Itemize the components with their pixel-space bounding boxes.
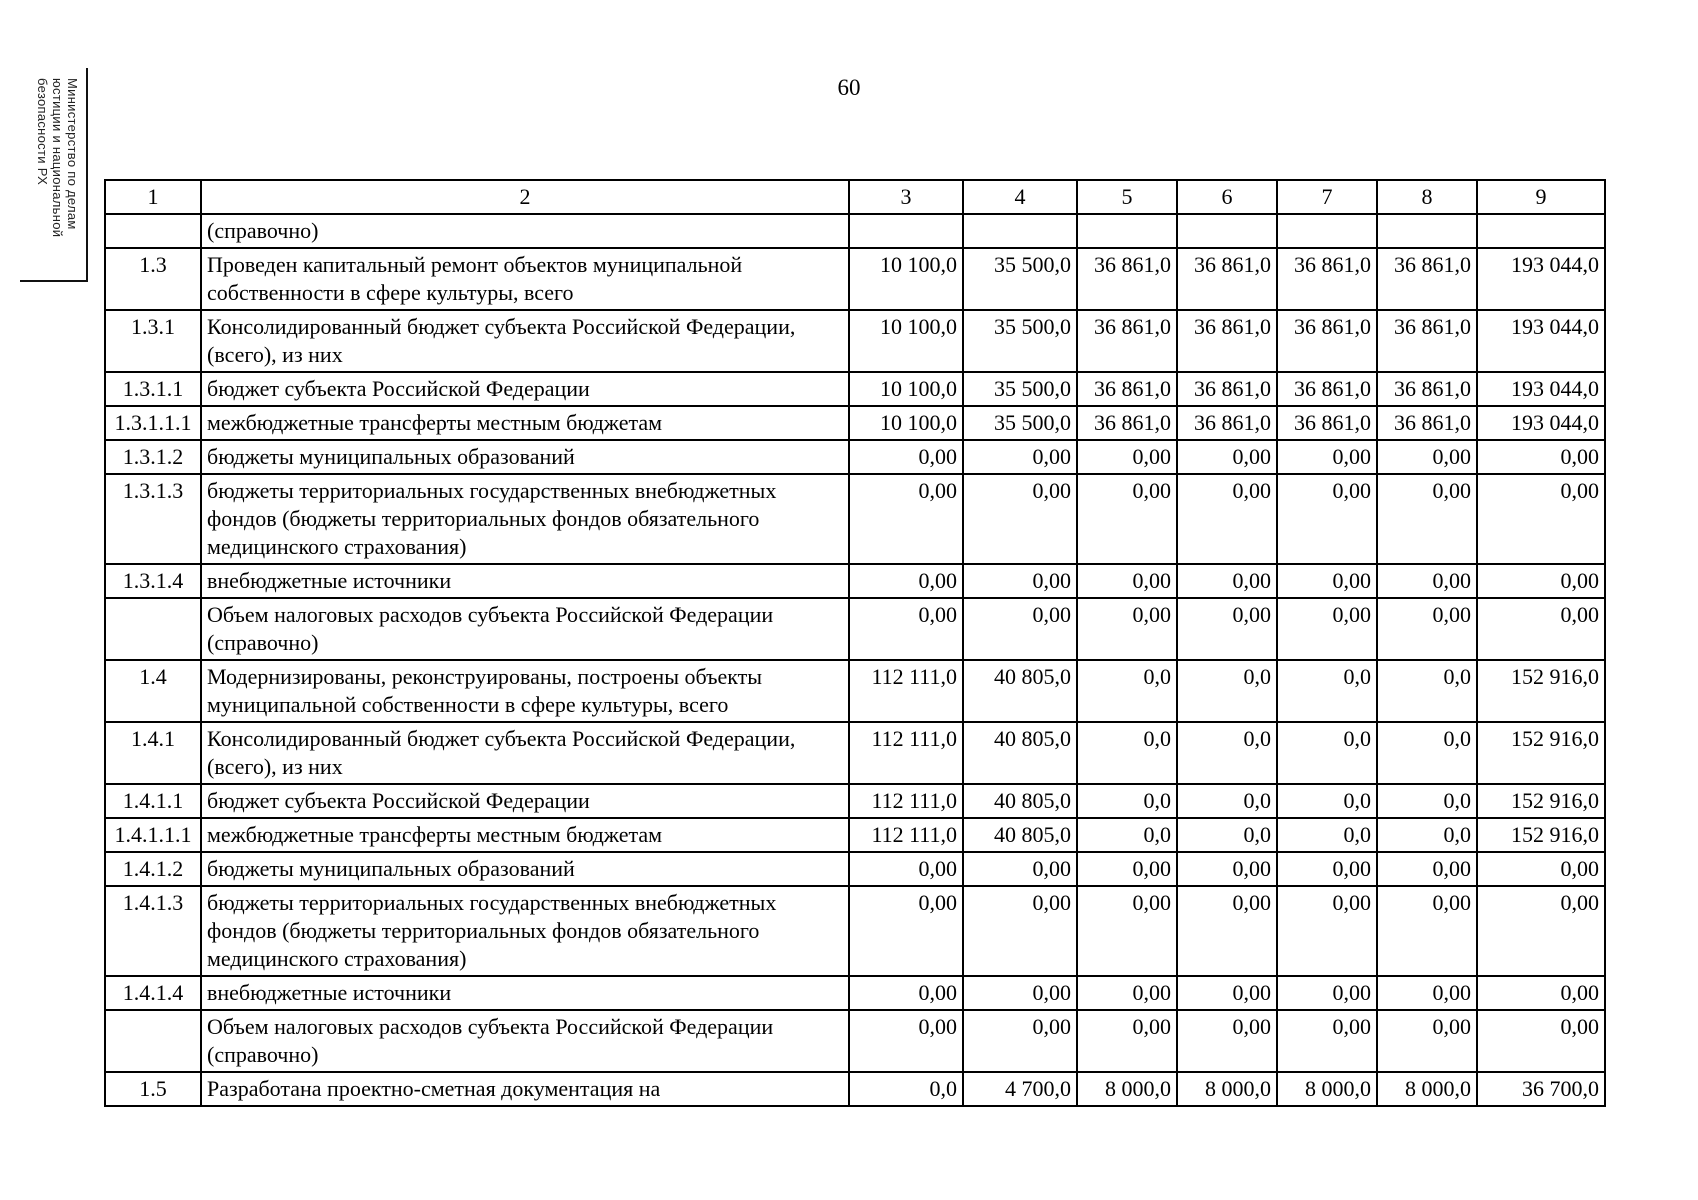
table-row — [105, 406, 1605, 440]
row-value-col-4: 0,00 — [963, 1010, 1077, 1072]
row-value-col-5 — [1077, 214, 1177, 248]
row-name: Консолидированный бюджет субъекта Российской Федерации, (всего), из них — [201, 722, 849, 784]
row-value-col-6: 36 861,0 — [1177, 248, 1277, 310]
row-value-col-8: 0,00 — [1377, 564, 1477, 598]
row-value-col-4: 35 500,0 — [963, 248, 1077, 310]
row-name: бюджеты муниципальных образований — [201, 852, 849, 886]
table-row — [105, 372, 1605, 406]
row-value-col-3: 0,00 — [849, 852, 963, 886]
row-value-col-7: 8 000,0 — [1277, 1072, 1377, 1106]
row-value-col-8: 0,00 — [1377, 852, 1477, 886]
table-row — [105, 564, 1605, 598]
row-value-col-7: 0,00 — [1277, 598, 1377, 660]
row-value-col-7: 36 861,0 — [1277, 248, 1377, 310]
row-value-col-4: 4 700,0 — [963, 1072, 1077, 1106]
row-value-col-8: 0,00 — [1377, 440, 1477, 474]
row-value-col-5: 36 861,0 — [1077, 406, 1177, 440]
column-header: 3 — [849, 180, 963, 214]
row-value-col-9: 0,00 — [1477, 976, 1605, 1010]
table-header-row — [105, 180, 1605, 214]
row-value-col-6: 0,0 — [1177, 784, 1277, 818]
row-name: бюджеты муниципальных образований — [201, 440, 849, 474]
row-value-col-3: 0,00 — [849, 1010, 963, 1072]
row-value-col-9: 0,00 — [1477, 886, 1605, 976]
row-value-col-4: 0,00 — [963, 886, 1077, 976]
row-value-col-8: 36 861,0 — [1377, 248, 1477, 310]
row-value-col-3: 10 100,0 — [849, 248, 963, 310]
column-header: 1 — [105, 180, 201, 214]
row-value-col-5: 0,0 — [1077, 784, 1177, 818]
row-value-col-5: 0,00 — [1077, 474, 1177, 564]
row-code: 1.3.1.2 — [105, 440, 201, 474]
row-value-col-3: 112 111,0 — [849, 722, 963, 784]
row-value-col-9: 193 044,0 — [1477, 372, 1605, 406]
row-value-col-7 — [1277, 214, 1377, 248]
row-name: бюджеты территориальных государственных внебюджетных фондов (бюджеты территориальных фондов обязательного медицинского страхования) — [201, 474, 849, 564]
row-value-col-7: 36 861,0 — [1277, 406, 1377, 440]
row-value-col-9: 0,00 — [1477, 852, 1605, 886]
table-row — [105, 598, 1605, 660]
row-value-col-9: 152 916,0 — [1477, 722, 1605, 784]
row-code: 1.3 — [105, 248, 201, 310]
column-header: 4 — [963, 180, 1077, 214]
row-name: межбюджетные трансферты местным бюджетам — [201, 406, 849, 440]
row-name: Объем налоговых расходов субъекта Российской Федерации (справочно) — [201, 1010, 849, 1072]
row-code: 1.3.1.3 — [105, 474, 201, 564]
table-row — [105, 660, 1605, 722]
column-header: 8 — [1377, 180, 1477, 214]
row-value-col-6: 0,00 — [1177, 886, 1277, 976]
row-value-col-7: 0,00 — [1277, 1010, 1377, 1072]
row-value-col-6: 0,00 — [1177, 976, 1277, 1010]
row-value-col-9: 0,00 — [1477, 474, 1605, 564]
row-value-col-8: 36 861,0 — [1377, 372, 1477, 406]
row-value-col-8 — [1377, 214, 1477, 248]
row-value-col-5: 36 861,0 — [1077, 248, 1177, 310]
row-value-col-3: 112 111,0 — [849, 784, 963, 818]
row-value-col-3: 112 111,0 — [849, 818, 963, 852]
row-value-col-4: 0,00 — [963, 440, 1077, 474]
row-value-col-9: 193 044,0 — [1477, 248, 1605, 310]
row-value-col-3: 10 100,0 — [849, 310, 963, 372]
table-row — [105, 886, 1605, 976]
row-value-col-5: 0,0 — [1077, 660, 1177, 722]
row-value-col-6: 36 861,0 — [1177, 310, 1277, 372]
row-value-col-5: 0,00 — [1077, 976, 1177, 1010]
table-row — [105, 310, 1605, 372]
row-value-col-5: 0,0 — [1077, 818, 1177, 852]
table-row — [105, 976, 1605, 1010]
row-code: 1.3.1.1.1 — [105, 406, 201, 440]
row-name: бюджет субъекта Российской Федерации — [201, 784, 849, 818]
table-row — [105, 1072, 1605, 1106]
row-code: 1.4 — [105, 660, 201, 722]
row-value-col-8: 0,00 — [1377, 598, 1477, 660]
row-value-col-5: 0,0 — [1077, 722, 1177, 784]
row-value-col-5: 0,00 — [1077, 440, 1177, 474]
row-value-col-6 — [1177, 214, 1277, 248]
row-value-col-5: 8 000,0 — [1077, 1072, 1177, 1106]
row-value-col-7: 0,00 — [1277, 852, 1377, 886]
row-value-col-3: 10 100,0 — [849, 372, 963, 406]
row-value-col-6: 0,0 — [1177, 660, 1277, 722]
table-row — [105, 852, 1605, 886]
table-row — [105, 1010, 1605, 1072]
row-value-col-6: 0,00 — [1177, 1010, 1277, 1072]
row-value-col-7: 0,0 — [1277, 784, 1377, 818]
row-value-col-4: 35 500,0 — [963, 372, 1077, 406]
row-name: межбюджетные трансферты местным бюджетам — [201, 818, 849, 852]
table-row — [105, 722, 1605, 784]
row-value-col-4: 35 500,0 — [963, 310, 1077, 372]
row-value-col-3 — [849, 214, 963, 248]
row-code: 1.4.1.1.1 — [105, 818, 201, 852]
row-value-col-8: 0,00 — [1377, 1010, 1477, 1072]
column-header: 2 — [201, 180, 849, 214]
row-value-col-8: 0,00 — [1377, 976, 1477, 1010]
column-header: 9 — [1477, 180, 1605, 214]
row-value-col-6: 0,00 — [1177, 564, 1277, 598]
row-value-col-6: 0,00 — [1177, 598, 1277, 660]
budget-table — [104, 179, 1606, 1107]
row-value-col-9: 152 916,0 — [1477, 660, 1605, 722]
row-value-col-7: 0,00 — [1277, 564, 1377, 598]
row-name: бюджет субъекта Российской Федерации — [201, 372, 849, 406]
row-code: 1.3.1.1 — [105, 372, 201, 406]
row-code: 1.4.1 — [105, 722, 201, 784]
row-value-col-7: 0,00 — [1277, 886, 1377, 976]
row-value-col-3: 0,00 — [849, 976, 963, 1010]
row-value-col-9: 152 916,0 — [1477, 784, 1605, 818]
row-value-col-6: 0,00 — [1177, 852, 1277, 886]
row-value-col-6: 8 000,0 — [1177, 1072, 1277, 1106]
row-value-col-9: 152 916,0 — [1477, 818, 1605, 852]
row-value-col-4: 0,00 — [963, 474, 1077, 564]
row-code: 1.5 — [105, 1072, 201, 1106]
row-value-col-5: 36 861,0 — [1077, 372, 1177, 406]
row-value-col-8: 0,0 — [1377, 784, 1477, 818]
row-value-col-7: 0,0 — [1277, 722, 1377, 784]
row-value-col-3: 0,0 — [849, 1072, 963, 1106]
table-row — [105, 474, 1605, 564]
table-row — [105, 818, 1605, 852]
column-header: 6 — [1177, 180, 1277, 214]
row-value-col-7: 0,0 — [1277, 818, 1377, 852]
row-value-col-9: 193 044,0 — [1477, 310, 1605, 372]
row-name: бюджеты территориальных государственных внебюджетных фондов (бюджеты территориальных фондов обязательного медицинского страхования) — [201, 886, 849, 976]
row-value-col-6: 0,00 — [1177, 474, 1277, 564]
row-code: 1.4.1.3 — [105, 886, 201, 976]
row-value-col-9: 0,00 — [1477, 1010, 1605, 1072]
row-value-col-4: 0,00 — [963, 564, 1077, 598]
row-value-col-7: 0,00 — [1277, 474, 1377, 564]
stamp-line: безопасности РХ — [35, 78, 50, 186]
row-value-col-8: 0,0 — [1377, 818, 1477, 852]
row-value-col-7: 36 861,0 — [1277, 372, 1377, 406]
row-value-col-8: 0,00 — [1377, 474, 1477, 564]
row-value-col-8: 36 861,0 — [1377, 310, 1477, 372]
row-value-col-4: 40 805,0 — [963, 784, 1077, 818]
stamp-line: юстиции и национальной — [50, 78, 65, 238]
row-code: 1.3.1 — [105, 310, 201, 372]
row-value-col-3: 0,00 — [849, 474, 963, 564]
row-value-col-8: 8 000,0 — [1377, 1072, 1477, 1106]
row-value-col-7: 0,00 — [1277, 440, 1377, 474]
row-value-col-7: 36 861,0 — [1277, 310, 1377, 372]
row-value-col-8: 0,00 — [1377, 886, 1477, 976]
row-value-col-6: 36 861,0 — [1177, 372, 1277, 406]
stamp-line: Министерство по делам — [65, 78, 80, 230]
table-row — [105, 214, 1605, 248]
column-header: 5 — [1077, 180, 1177, 214]
row-value-col-4: 40 805,0 — [963, 722, 1077, 784]
row-value-col-5: 0,00 — [1077, 1010, 1177, 1072]
row-code — [105, 598, 201, 660]
row-value-col-5: 36 861,0 — [1077, 310, 1177, 372]
row-code: 1.4.1.4 — [105, 976, 201, 1010]
row-value-col-3: 0,00 — [849, 440, 963, 474]
row-value-col-8: 0,0 — [1377, 660, 1477, 722]
row-value-col-3: 0,00 — [849, 886, 963, 976]
row-value-col-4 — [963, 214, 1077, 248]
row-name: Проведен капитальный ремонт объектов муниципальной собственности в сфере культуры, всего — [201, 248, 849, 310]
row-value-col-6: 0,00 — [1177, 440, 1277, 474]
row-value-col-5: 0,00 — [1077, 598, 1177, 660]
row-value-col-4: 0,00 — [963, 976, 1077, 1010]
row-value-col-9: 0,00 — [1477, 440, 1605, 474]
row-value-col-4: 35 500,0 — [963, 406, 1077, 440]
row-code — [105, 214, 201, 248]
row-code: 1.3.1.4 — [105, 564, 201, 598]
row-value-col-4: 0,00 — [963, 598, 1077, 660]
row-value-col-9: 193 044,0 — [1477, 406, 1605, 440]
row-name: внебюджетные источники — [201, 564, 849, 598]
row-value-col-7: 0,00 — [1277, 976, 1377, 1010]
row-name: Разработана проектно-сметная документация на — [201, 1072, 849, 1106]
row-value-col-3: 0,00 — [849, 564, 963, 598]
row-value-col-3: 0,00 — [849, 598, 963, 660]
row-value-col-5: 0,00 — [1077, 852, 1177, 886]
row-code: 1.4.1.2 — [105, 852, 201, 886]
row-value-col-4: 40 805,0 — [963, 818, 1077, 852]
row-code: 1.4.1.1 — [105, 784, 201, 818]
row-name: (справочно) — [201, 214, 849, 248]
row-value-col-8: 36 861,0 — [1377, 406, 1477, 440]
row-value-col-6: 36 861,0 — [1177, 406, 1277, 440]
row-value-col-4: 40 805,0 — [963, 660, 1077, 722]
row-name: Консолидированный бюджет субъекта Российской Федерации, (всего), из них — [201, 310, 849, 372]
row-value-col-9 — [1477, 214, 1605, 248]
registration-stamp — [20, 68, 88, 282]
row-value-col-5: 0,00 — [1077, 564, 1177, 598]
row-value-col-3: 10 100,0 — [849, 406, 963, 440]
table-row — [105, 248, 1605, 310]
row-value-col-9: 36 700,0 — [1477, 1072, 1605, 1106]
page-number: 60 — [837, 75, 861, 100]
table-row — [105, 440, 1605, 474]
row-value-col-9: 0,00 — [1477, 598, 1605, 660]
row-value-col-5: 0,00 — [1077, 886, 1177, 976]
row-value-col-6: 0,0 — [1177, 722, 1277, 784]
row-name: внебюджетные источники — [201, 976, 849, 1010]
row-code — [105, 1010, 201, 1072]
column-header: 7 — [1277, 180, 1377, 214]
row-value-col-3: 112 111,0 — [849, 660, 963, 722]
table-body — [105, 214, 1605, 1106]
row-name: Объем налоговых расходов субъекта Российской Федерации (справочно) — [201, 598, 849, 660]
row-value-col-9: 0,00 — [1477, 564, 1605, 598]
table-row — [105, 784, 1605, 818]
row-name: Модернизированы, реконструированы, построены объекты муниципальной собственности в сфере культуры, всего — [201, 660, 849, 722]
row-value-col-7: 0,0 — [1277, 660, 1377, 722]
row-value-col-6: 0,0 — [1177, 818, 1277, 852]
row-value-col-8: 0,0 — [1377, 722, 1477, 784]
row-value-col-4: 0,00 — [963, 852, 1077, 886]
